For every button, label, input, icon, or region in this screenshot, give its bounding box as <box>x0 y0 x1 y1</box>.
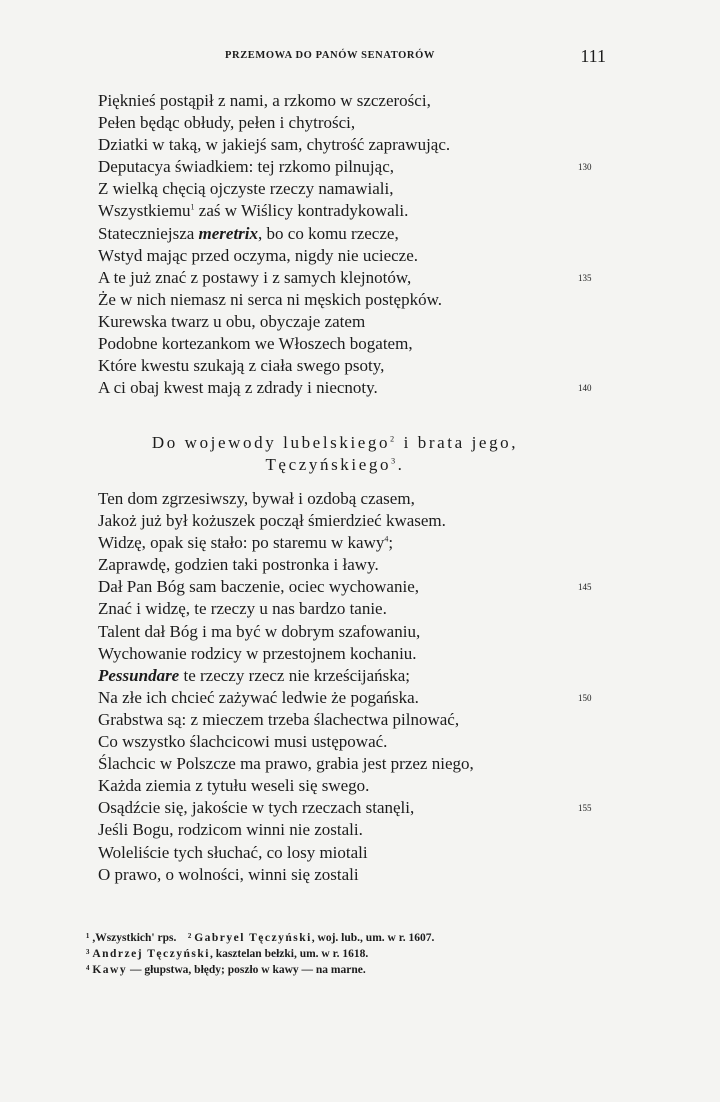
verse-line: Wstyd mając przed oczyma, nigdy nie uciecze. <box>98 245 419 265</box>
heading-line-1: Do wojewody lubelskiego$^2$ i brata jego, <box>151 433 519 452</box>
line-number: 145 <box>578 582 592 593</box>
running-header: PRZEMOWA DO PANÓW SENATORÓW <box>225 50 435 61</box>
verse-line: Pessundare te rzeczy rzecz nie krześcijańska; <box>98 665 410 685</box>
verse-line: Które kwestu szukają z ciała swego psoty, <box>98 356 385 376</box>
verse-line: Ślachcic w Polszcze ma prawo, grabia jest przez niego, <box>98 754 474 774</box>
footnote-ref: 4 <box>384 534 389 544</box>
verse-line: Że w nich niemasz ni serca ni męskich postępków. <box>98 289 442 309</box>
verse-line: Dziatki w taką, w jakiejś sam, chytrość zaprawując. <box>98 135 451 155</box>
poem-stanza-2 <box>98 488 592 886</box>
verse-line: Pełen będąc obłudy, pełen i chytrości, <box>98 113 356 133</box>
verse-line: Osądźcie się, jakoście w tych rzeczach stanęli, 155 <box>98 798 592 818</box>
page-number: 111 <box>580 46 606 66</box>
verse-line: Z wielką chęcią ojczyste rzeczy namawiali, <box>98 179 394 199</box>
footnote-ref: 1 <box>190 202 195 212</box>
footnote-4: ⁴ Kawy — głupstwa, błędy; poszło w kawy — na marne. <box>86 964 366 976</box>
heading-line-2: Tęczyńskiego$^3$. <box>265 455 405 474</box>
verse-line: A ci obaj kwest mają z zdrady i niecnoty. 140 <box>98 378 592 398</box>
footnotes <box>86 930 606 978</box>
verse-line: Zaprawdę, godzien taki postronka i ławy. <box>98 555 379 575</box>
poem-stanza-1 <box>98 90 592 399</box>
line-number: 150 <box>578 692 592 703</box>
verse-line: Na złe ich chcieć zażywać ledwie że pogańska. 150 <box>98 687 592 707</box>
footnote-ref: 3 <box>391 456 398 466</box>
verse-line: Każda ziemia z tytułu weseli się swego. <box>98 776 370 796</box>
verse-line: Dał Pan Bóg sam baczenie, ociec wychowanie, 145 <box>98 577 592 597</box>
verse-line: Widzę, opak się stało: po staremu w kawy$^4$; <box>98 533 394 553</box>
verse-line: Deputacya świadkiem: tej rzkomo pilnując, 130 <box>98 157 592 177</box>
line-number: 135 <box>578 272 592 283</box>
line-number: 130 <box>578 162 592 173</box>
verse-line: Wychowanie rodzicy w przestojnem kochaniu. <box>98 643 417 663</box>
verse-line: O prawo, o wolności, winni się zostali <box>98 864 359 884</box>
verse-line: Podobne kortezankom we Włoszech bogatem, <box>98 334 413 354</box>
verse-line: Piękniеś postąpił z nami, a rzkomo w szczerości, <box>98 91 431 110</box>
verse-line: Talent dał Bóg i ma być w dobrym szafowaniu, <box>98 621 421 641</box>
footnote-3: ³ Andrzej Tęczyński, kasztelan bełzki, um. w r. 1618. <box>86 948 369 960</box>
verse-line: Co wszystko ślachcicowi musi ustępować. <box>98 732 388 752</box>
footnote-1-and-2: ¹ ,Wszystkich' rps. ² Gabryel Tęczyński, woj. lub., um. w r. 1607. <box>86 932 435 944</box>
section-heading <box>100 432 570 476</box>
verse-line: Ten dom zgrzesiwszy, bywał i ozdobą czasem, <box>98 489 415 508</box>
verse-line: Woleliście tych słuchać, co losy miotali <box>98 842 368 862</box>
line-number: 140 <box>578 383 592 394</box>
verse-line: Jakoż już był kożuszek począł śmierdzieć kwasem. <box>98 511 446 531</box>
verse-line: Kurewska twarz u obu, obyczaje zatem <box>98 311 366 331</box>
verse-line: Wszystkiemu$^1$ zaś w Wiślicy kontradykowali. <box>98 201 409 221</box>
verse-line: A te już znać z postawy i z samych klejnotów, 135 <box>98 267 592 287</box>
verse-line: Znać i widzę, te rzeczy u nas bardzo tanie. <box>98 599 387 619</box>
line-number: 155 <box>578 803 592 814</box>
verse-line: Stateczniejsza meretrix, bo co komu rzecze, <box>98 223 399 243</box>
verse-line: Grabstwa są: z mieczem trzeba ślachectwa pilnować, <box>98 709 460 729</box>
footnote-ref: 2 <box>390 434 397 444</box>
verse-line: Jeśli Bogu, rodzicom winni nie zostali. <box>98 820 363 840</box>
